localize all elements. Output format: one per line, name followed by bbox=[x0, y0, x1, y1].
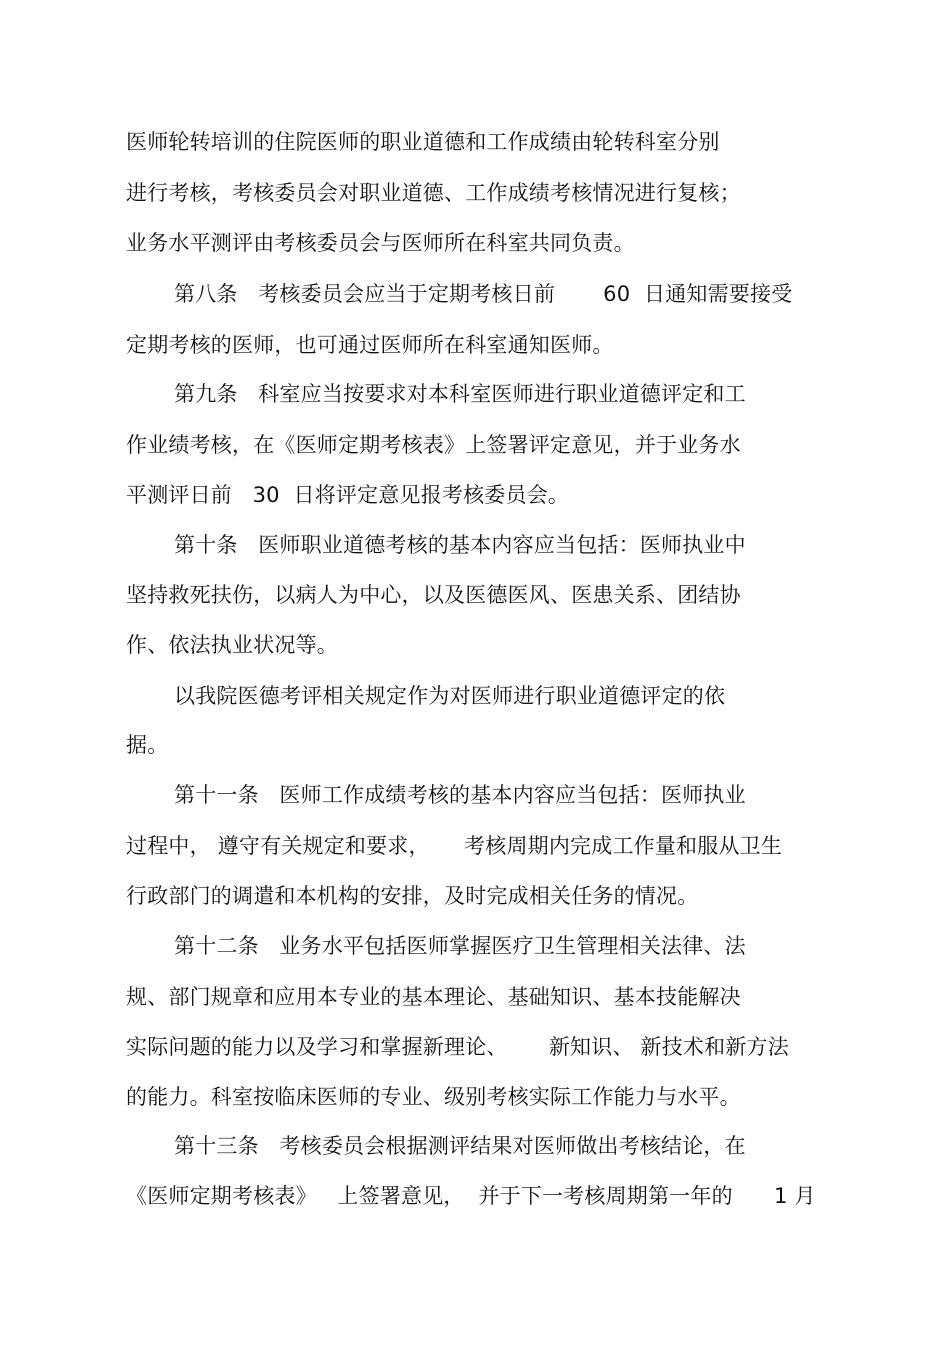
paragraph-article-13: 第十三条 考核委员会根据测评结果对医师做出考核结论，在 bbox=[174, 1134, 746, 1158]
paragraph-article-9: 第九条 科室应当按要求对本科室医师进行职业道德评定和工 bbox=[174, 382, 746, 406]
text-line: 平测评日前 30 日将评定意见报考核委员会。 bbox=[126, 483, 570, 507]
paragraph-article-12: 第十二条 业务水平包括医师掌握医疗卫生管理相关法律、法 bbox=[174, 934, 746, 958]
text-line: 行政部门的调遣和本机构的安排，及时完成相关任务的情况。 bbox=[126, 884, 699, 908]
text-line: 业务水平测评由考核委员会与医师所在科室共同负责。 bbox=[126, 231, 635, 255]
paragraph-article-10: 第十条 医师职业道德考核的基本内容应当包括：医师执业中 bbox=[174, 533, 746, 557]
text-line: 作、依法执业状况等。 bbox=[126, 633, 338, 657]
paragraph-article-8: 第八条 考核委员会应当于定期考核日前 60 日通知需要接受 bbox=[174, 282, 793, 306]
text-line: 定期考核的医师，也可通过医师所在科室通知医师。 bbox=[126, 333, 614, 357]
text-line: 实际问题的能力以及学习和掌握新理论、 新知识、 新技术和新方法 bbox=[126, 1035, 789, 1059]
text-line: 坚持救死扶伤，以病人为中心，以及医德医风、医患关系、团结协 bbox=[126, 583, 741, 607]
text-line: 《医师定期考核表》 上签署意见， 并于下一考核周期第一年的 1 月 bbox=[126, 1184, 816, 1208]
text-line: 的能力。科室按临床医师的专业、级别考核实际工作能力与水平。 bbox=[126, 1085, 741, 1109]
text-line: 作业绩考核，在《医师定期考核表》上签署评定意见，并于业务水 bbox=[126, 433, 741, 457]
paragraph-ethics-basis: 以我院医德考评相关规定作为对医师进行职业道德评定的依 bbox=[174, 684, 726, 708]
text-line: 进行考核，考核委员会对职业道德、工作成绩考核情况进行复核； bbox=[126, 181, 741, 205]
text-line: 医师轮转培训的住院医师的职业道德和工作成绩由轮转科室分别 bbox=[126, 130, 720, 154]
text-line: 据。 bbox=[126, 733, 169, 757]
text-line: 过程中， 遵守有关规定和要求， 考核周期内完成工作量和服从卫生 bbox=[126, 834, 783, 858]
paragraph-article-11: 第十一条 医师工作成绩考核的基本内容应当包括：医师执业 bbox=[174, 783, 746, 807]
text-line: 规、部门规章和应用本专业的基本理论、基础知识、基本技能解决 bbox=[126, 985, 741, 1009]
